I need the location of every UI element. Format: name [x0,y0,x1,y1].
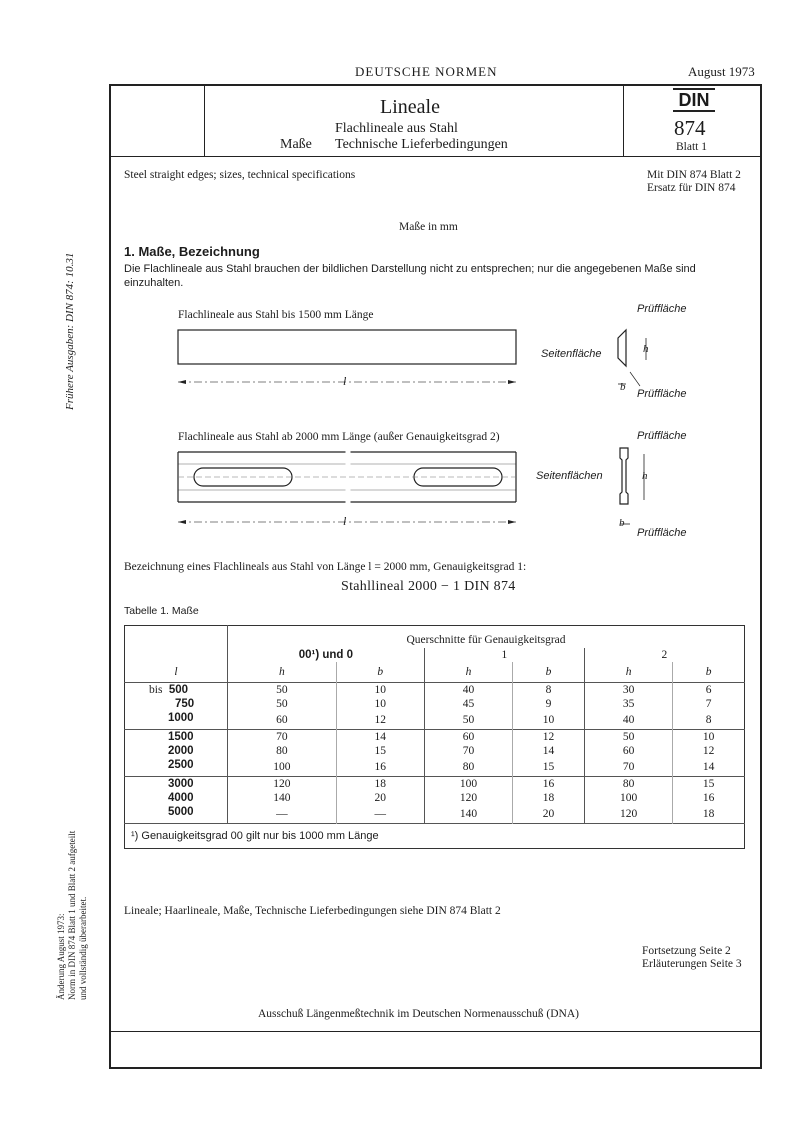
table-caption [124,605,199,617]
table-cell: 4000 [168,791,194,804]
table-row [125,682,745,697]
table-cell: 15 [336,744,424,758]
table-cell: 60 [424,729,512,744]
table-cell: 40 [424,682,512,697]
designation-example: Stahllineal 2000 − 1 DIN 874 [341,579,516,594]
table-cell: 6 [673,682,745,697]
figure2-caption: Flachlineale aus Stahl ab 2000 mm Länge (außer Genauigkeitsgrad 2) [178,431,500,443]
see-also-note: Lineale; Haarlineale, Maße, Technische Lieferbedingungen siehe DIN 874 Blatt 2 [124,905,501,917]
page-title: Lineale [380,96,440,118]
table-cell: 80 [424,758,512,777]
designation-text: Bezeichnung eines Flachlineals aus Stahl von Länge l = 2000 mm, Genauigkeitsgrad 1: [124,561,527,573]
table-cell: 14 [336,729,424,744]
table-cell: 20 [513,805,585,824]
table-cell: 45 [424,697,512,711]
table-cell: 2500 [168,758,194,771]
footer-divider [111,1031,760,1032]
section-text: Die Flachlineale aus Stahl brauchen der bildlichen Darstellung nicht zu entsprechen; nur die angegebenen Maße sind einzuhalten. [124,263,696,289]
table-cell: 2000 [168,744,194,757]
table-cell: 120 [228,776,337,791]
table-cell: 1500 [168,730,194,743]
figure2-l-label: l [343,514,347,528]
table-cell: 50 [228,682,337,697]
din-blatt: Blatt 1 [676,141,707,153]
margin-change-3: und vollständig überarbeitet. [78,896,88,1000]
table-row [125,697,745,711]
table-col-b0: b [336,662,424,683]
table-cell: 80 [228,744,337,758]
table-cell: 16 [336,758,424,777]
subtitle-2a: Maße [280,137,312,152]
table-cell: 9 [513,697,585,711]
table-row [125,758,745,777]
table-cell: 60 [228,711,337,730]
table-cell: 15 [673,776,745,791]
table-cell: 14 [513,744,585,758]
subtitle-1: Flachlineale aus Stahl [335,121,458,136]
dimensions-table [124,625,745,849]
table-cell: 12 [673,744,745,758]
table-cell: 100 [228,758,337,777]
table-cell: 7 [673,697,745,711]
table-cell: 18 [673,805,745,824]
table-col-h2: h [584,662,672,683]
table-cell: — [228,805,337,824]
committee-note: Ausschuß Längenmeßtechnik im Deutschen Normenausschuß (DNA) [258,1008,579,1020]
title-divider [111,156,760,157]
table-cell: 120 [424,791,512,805]
table-row [125,729,745,744]
table-col-b1: b [513,662,585,683]
table-row [125,711,745,730]
relation-line-1: Mit DIN 874 Blatt 2 [647,169,741,181]
table-cell: 12 [336,711,424,730]
table-cell: 140 [228,791,337,805]
din-logo [673,88,715,112]
figure1-top-label: Prüffläche [637,303,687,315]
table-footnote: ¹) Genauigkeitsgrad 00 gilt nur bis 1000 mm Länge [131,829,379,842]
table-cell: 10 [673,729,745,744]
figure1-bottom-label: Prüffläche [637,388,687,400]
table-cell: 50 [424,711,512,730]
table-cell: 1000 [168,711,194,724]
figure2-bottom-label: Prüffläche [637,527,687,539]
margin-earlier-editions: Frühere Ausgaben: DIN 874: 10.31 [64,252,76,410]
table-cell: 10 [336,697,424,711]
table-cell: 14 [673,758,745,777]
table-cell: 18 [513,791,585,805]
title-right-divider [623,86,624,156]
table-cell: 20 [336,791,424,805]
table-cell: 70 [228,729,337,744]
table-cell: 70 [424,744,512,758]
table-cell: 40 [584,711,672,730]
figure1-side-label: Seitenfläche [541,348,602,360]
table-col-h1: h [424,662,512,683]
figure1-b-label: b [620,381,626,393]
figure2-h-label: h [642,470,648,482]
table-cell: 16 [513,776,585,791]
continuation-line-1: Fortsetzung Seite 2 [642,945,731,957]
figure1-caption: Flachlineale aus Stahl bis 1500 mm Länge [178,309,374,321]
margin-change-1: Änderung August 1973: [56,913,66,1000]
table-row [125,744,745,758]
table-group-header: Querschnitte für Genauigkeitsgrad [228,626,745,648]
continuation-line-2: Erläuterungen Seite 3 [642,958,742,970]
header-deutsche-normen: DEUTSCHE NORMEN [355,64,498,79]
table-cell: 140 [424,805,512,824]
figure2-side-label: Seitenflächen [536,470,603,482]
table-cell: 50 [228,697,337,711]
table-cell: 70 [584,758,672,777]
table-cell: 120 [584,805,672,824]
table-cell: 3000 [168,777,194,790]
units-note: Maße in mm [399,221,458,233]
table-cell: 10 [513,711,585,730]
table-cell: 10 [336,682,424,697]
table-cell: — [336,805,424,824]
table-cell: 30 [584,682,672,697]
table-col-l: l [174,665,178,678]
table-cell: 5000 [168,805,194,818]
table-cell: 750 [175,697,195,710]
figure1-h-label: h [643,343,649,355]
table-cell: 15 [513,758,585,777]
table-grade-0: 00¹) und 0 [228,648,425,662]
figure2-b-label: b [619,517,625,529]
table-cell: 100 [584,791,672,805]
table-cell: 80 [584,776,672,791]
table-cell: 35 [584,697,672,711]
table-cell: 12 [513,729,585,744]
table-grade-1: 1 [424,648,584,662]
figure2-top-label: Prüffläche [637,430,687,442]
table-cell: 18 [336,776,424,791]
table-col-h0: h [228,662,337,683]
subtitle-2b: Technische Lieferbedingungen [335,137,508,152]
table-bis: bis [149,683,163,696]
table-caption-text: Tabelle 1. Maße [124,605,199,617]
table-row [125,791,745,805]
table-grade-2: 2 [584,648,744,662]
table-cell: 8 [673,711,745,730]
table-cell: 16 [673,791,745,805]
margin-change-2: Norm in DIN 874 Blatt 1 und Blatt 2 aufgeteilt [67,830,77,1000]
table-row [125,776,745,791]
title-left-divider [204,86,205,156]
table-cell: 100 [424,776,512,791]
din-number: 874 [674,116,706,140]
relation-line-2: Ersatz für DIN 874 [647,182,736,194]
table-cell: 8 [513,682,585,697]
figure1-l-label: l [343,374,347,388]
section-heading: 1. Maße, Bezeichnung [124,244,260,259]
table-row [125,805,745,824]
table-col-b2: b [673,662,745,683]
din-logo-text: DIN [678,90,710,110]
header-date: August 1973 [688,64,755,79]
table-cell: 500 [168,683,188,696]
table-cell: 50 [584,729,672,744]
english-title: Steel straight edges; sizes, technical specifications [124,169,356,181]
table-cell: 60 [584,744,672,758]
